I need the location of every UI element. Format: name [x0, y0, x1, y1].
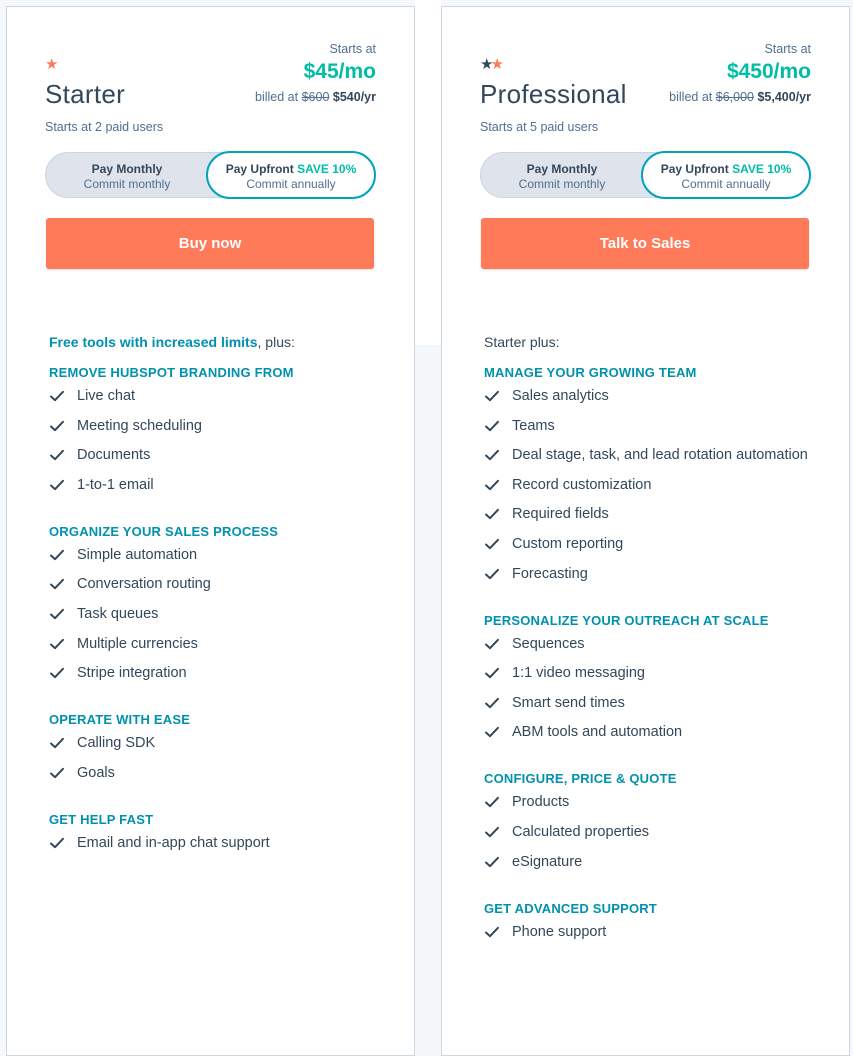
- star-rating: [480, 57, 504, 73]
- feature-item: [49, 603, 389, 625]
- feature-item-label: Forecasting: [512, 565, 588, 582]
- save-badge: SAVE 10%: [297, 162, 357, 176]
- plan-card-professional: [441, 6, 850, 1056]
- checkmark-icon: [49, 835, 65, 851]
- pay-monthly-option[interactable]: [46, 153, 208, 197]
- feature-item-label: Products: [512, 794, 570, 811]
- checkmark-icon: [49, 447, 65, 463]
- feature-item-label: Sales analytics: [512, 388, 609, 404]
- checkmark-icon: [49, 418, 65, 434]
- buy-now-button[interactable]: Buy now: [46, 218, 374, 269]
- feature-items: [49, 832, 389, 854]
- plan-name: Starter: [45, 79, 126, 109]
- feature-item-label: Phone support: [512, 923, 607, 940]
- feature-item: [49, 762, 389, 784]
- feature-item-label: Calling SDK: [77, 735, 156, 752]
- feature-item: [484, 415, 824, 437]
- checkmark-icon: [49, 477, 65, 493]
- feature-section-title: CONFIGURE, PRICE & QUOTE: [484, 771, 677, 787]
- feature-section-title: PERSONALIZE YOUR OUTREACH AT SCALE: [484, 612, 769, 628]
- feature-section: [49, 523, 389, 684]
- feature-item-label: Stripe integration: [77, 665, 187, 682]
- billed-prefix: billed at: [669, 90, 713, 104]
- feature-item: [484, 851, 824, 873]
- features-intro-text: Starter plus:: [484, 334, 560, 350]
- checkmark-icon: [484, 566, 500, 582]
- feature-items: [49, 544, 389, 684]
- features-intro-text: , plus:: [257, 334, 295, 350]
- feature-item-label: Deal stage, task, and lead rotation automation: [512, 447, 808, 464]
- billed-annual: [255, 90, 376, 104]
- feature-item-label: eSignature: [512, 853, 583, 870]
- feature-section-title: OPERATE WITH EASE: [49, 712, 191, 728]
- feature-item: [49, 415, 389, 437]
- star-icon: ★: [480, 56, 494, 73]
- feature-item: [484, 821, 824, 843]
- checkmark-icon: [484, 695, 500, 711]
- feature-section: [49, 711, 389, 784]
- feature-item-label: Documents: [77, 447, 151, 464]
- feature-items: [484, 633, 824, 744]
- feature-section-title: REMOVE HUBSPOT BRANDING FROM: [49, 365, 294, 380]
- star-icon: ★: [45, 56, 59, 73]
- feature-item: [49, 444, 389, 466]
- feature-item: [484, 921, 824, 943]
- paid-users-note: Starts at 2 paid users: [45, 120, 164, 134]
- feature-item: [49, 662, 389, 684]
- feature-item: [484, 721, 824, 743]
- feature-item-label: Conversation routing: [77, 576, 211, 593]
- billing-toggle: [45, 152, 375, 198]
- checkmark-icon: [484, 824, 500, 840]
- feature-item-label: Meeting scheduling: [77, 417, 202, 434]
- feature-section-title: GET ADVANCED SUPPORT: [484, 900, 658, 916]
- feature-item-label: Sequences: [512, 635, 585, 652]
- features-intro: [484, 333, 824, 351]
- checkmark-icon: [484, 794, 500, 810]
- features-intro-link[interactable]: Free tools with increased limits: [49, 334, 258, 350]
- feature-section: [484, 900, 824, 943]
- feature-item-label: Task queues: [77, 605, 159, 622]
- feature-section: [49, 811, 389, 854]
- feature-items: [484, 791, 824, 872]
- feature-item: [484, 692, 824, 714]
- billing-toggle: [480, 152, 810, 198]
- features-intro: [49, 333, 389, 351]
- feature-item: [484, 503, 824, 525]
- plan-price: $450/mo: [726, 60, 811, 83]
- pay-upfront-title: Pay Upfront: [225, 162, 294, 176]
- plan-price: $45/mo: [303, 60, 376, 83]
- checkmark-icon: [484, 636, 500, 652]
- plan-card-starter: [6, 6, 415, 1056]
- pay-upfront-option[interactable]: [206, 151, 376, 199]
- feature-item-label: 1:1 video messaging: [512, 665, 645, 682]
- checkmark-icon: [49, 606, 65, 622]
- feature-item: [484, 563, 824, 585]
- checkmark-icon: [49, 576, 65, 592]
- pay-monthly-option[interactable]: [481, 153, 643, 197]
- feature-item-label: Teams: [512, 417, 555, 434]
- feature-section: [484, 770, 824, 872]
- checkmark-icon: [49, 735, 65, 751]
- feature-item: [49, 385, 389, 407]
- feature-item: [484, 533, 824, 555]
- plan-name: Professional: [480, 79, 627, 109]
- feature-item-label: Goals: [77, 764, 115, 781]
- feature-item: [484, 791, 824, 813]
- checkmark-icon: [484, 477, 500, 493]
- star-icon: ★: [490, 56, 504, 73]
- save-badge: SAVE 10%: [732, 162, 792, 176]
- feature-item: [49, 832, 389, 854]
- paid-users-note: Starts at 5 paid users: [480, 120, 599, 134]
- checkmark-icon: [484, 388, 500, 404]
- checkmark-icon: [49, 765, 65, 781]
- feature-item-label: Simple automation: [77, 546, 198, 563]
- checkmark-icon: [49, 636, 65, 652]
- feature-item-label: Smart send times: [512, 694, 625, 711]
- pay-monthly-subtitle: Commit monthly: [83, 177, 171, 191]
- feature-item-label: 1-to-1 email: [77, 476, 154, 493]
- billed-new-price: $540/yr: [332, 90, 376, 104]
- feature-item-label: Record customization: [512, 476, 652, 493]
- checkmark-icon: [484, 506, 500, 522]
- checkmark-icon: [49, 547, 65, 563]
- feature-item: [484, 444, 824, 466]
- feature-list: [484, 333, 824, 970]
- feature-item: [49, 544, 389, 566]
- pay-monthly-title: Pay Monthly: [526, 162, 598, 176]
- billed-old-price: $6,000: [715, 90, 754, 104]
- feature-item-label: Calculated properties: [512, 823, 650, 840]
- feature-item: [49, 474, 389, 496]
- feature-item: [49, 732, 389, 754]
- checkmark-icon: [484, 724, 500, 740]
- feature-item-label: Required fields: [512, 506, 609, 523]
- feature-item: [484, 385, 824, 407]
- feature-section-title: ORGANIZE YOUR SALES PROCESS: [49, 523, 279, 539]
- pay-upfront-option[interactable]: [641, 151, 811, 199]
- pay-upfront-title: Pay Upfront: [660, 162, 729, 176]
- checkmark-icon: [484, 854, 500, 870]
- feature-item: [484, 633, 824, 655]
- billed-prefix: billed at: [255, 90, 299, 104]
- feature-items: [484, 385, 824, 585]
- feature-section: [484, 612, 824, 744]
- feature-item-label: Custom reporting: [512, 535, 624, 552]
- checkmark-icon: [49, 388, 65, 404]
- checkmark-icon: [49, 665, 65, 681]
- feature-items: [484, 921, 824, 943]
- checkmark-icon: [484, 924, 500, 940]
- starts-at-label: Starts at: [764, 42, 811, 56]
- feature-section: [484, 364, 824, 585]
- feature-section-title: MANAGE YOUR GROWING TEAM: [484, 365, 697, 380]
- pay-monthly-title: Pay Monthly: [91, 162, 163, 176]
- feature-item-label: Email and in-app chat support: [77, 834, 270, 851]
- background-gap: [415, 0, 441, 345]
- feature-item: [49, 633, 389, 655]
- billed-old-price: $600: [301, 90, 330, 104]
- checkmark-icon: [484, 665, 500, 681]
- feature-items: [49, 732, 389, 784]
- pay-upfront-subtitle: Commit annually: [681, 177, 771, 191]
- feature-item: [484, 474, 824, 496]
- feature-section-title: GET HELP FAST: [49, 811, 154, 827]
- checkmark-icon: [484, 447, 500, 463]
- feature-item-label: Live chat: [77, 388, 136, 404]
- feature-section: [49, 364, 389, 496]
- feature-item: [49, 573, 389, 595]
- checkmark-icon: [484, 418, 500, 434]
- pay-monthly-subtitle: Commit monthly: [518, 177, 606, 191]
- billed-new-price: $5,400/yr: [757, 90, 811, 104]
- star-rating: [45, 57, 58, 73]
- checkmark-icon: [484, 536, 500, 552]
- feature-item: [484, 662, 824, 684]
- billed-annual: [669, 90, 811, 104]
- talk-to-sales-button[interactable]: Talk to Sales: [481, 218, 809, 269]
- feature-items: [49, 385, 389, 496]
- feature-item-label: Multiple currencies: [77, 635, 198, 652]
- pay-upfront-subtitle: Commit annually: [246, 177, 336, 191]
- feature-item-label: ABM tools and automation: [512, 724, 683, 741]
- starts-at-label: Starts at: [329, 42, 376, 56]
- feature-list: [49, 333, 389, 881]
